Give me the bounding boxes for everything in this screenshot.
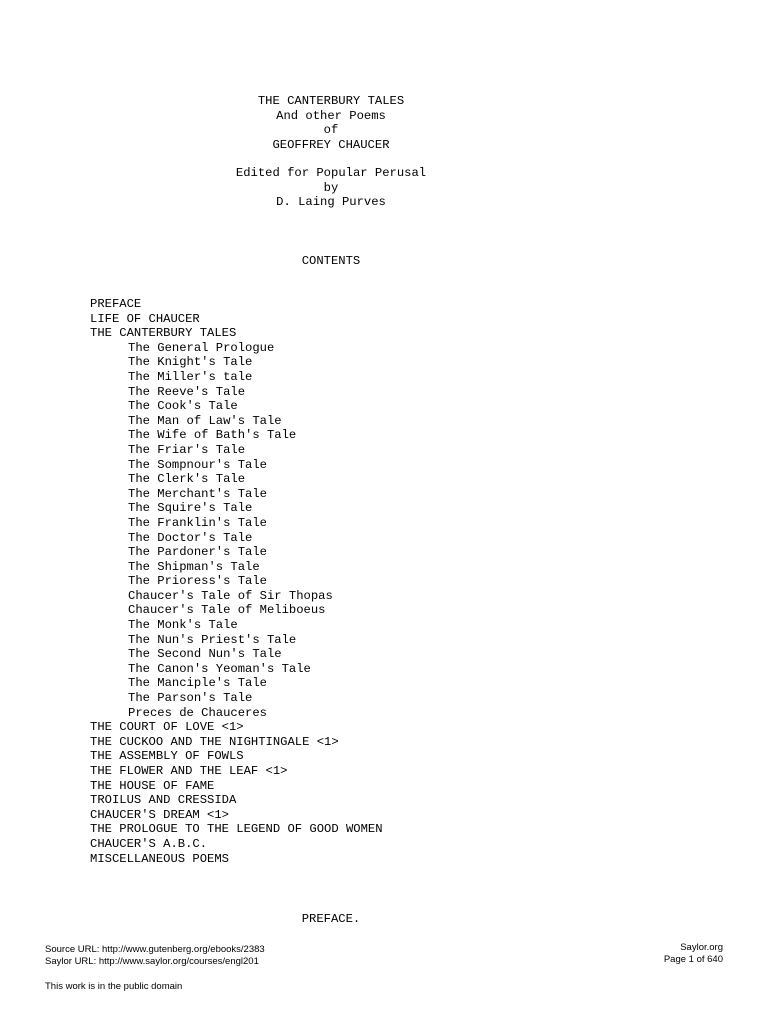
author-line: GEOFFREY CHAUCER xyxy=(272,137,390,152)
toc-subitem: The Sompnour's Tale xyxy=(128,457,267,472)
toc-subitem: The Canon's Yeoman's Tale xyxy=(128,661,311,676)
toc-item: THE COURT OF LOVE <1> xyxy=(90,720,244,735)
toc-item: LIFE OF CHAUCER xyxy=(90,311,200,326)
footer-urls xyxy=(45,944,265,968)
toc-subitem: Chaucer's Tale of Sir Thopas xyxy=(128,588,333,603)
toc-item: CHAUCER'S DREAM <1> xyxy=(90,807,229,822)
toc-subitem: The Miller's tale xyxy=(128,369,253,384)
toc-subitem: The Pardoner's Tale xyxy=(128,545,267,560)
toc-subitem: The Nun's Priest's Tale xyxy=(128,632,297,647)
editor-block xyxy=(0,166,662,210)
toc-subitem: The Parson's Tale xyxy=(128,691,253,706)
toc-subitem: The Friar's Tale xyxy=(128,442,246,457)
edited-line: Edited for Popular Perusal xyxy=(235,166,427,180)
toc-subitem: The Squire's Tale xyxy=(128,501,253,516)
subtitle-line: And other Poems xyxy=(276,108,386,123)
toc-subitem: The Prioress's Tale xyxy=(128,574,267,589)
toc-item: TROILUS AND CRESSIDA xyxy=(90,793,237,808)
title-block xyxy=(0,94,662,152)
footer-page-info xyxy=(664,942,723,966)
toc-subitem: Chaucer's Tale of Meliboeus xyxy=(128,603,326,618)
toc-item: PREFACE xyxy=(90,297,142,311)
toc-subitem: The Clerk's Tale xyxy=(128,472,246,487)
toc-item: THE HOUSE OF FAME xyxy=(90,778,215,793)
source-url-link[interactable]: Source URL: http://www.gutenberg.org/ebooks/2383 xyxy=(45,944,265,955)
toc-subitem: The Shipman's Tale xyxy=(128,559,260,574)
toc-subitem: Preces de Chauceres xyxy=(128,705,267,720)
toc-item: THE ASSEMBLY OF FOWLS xyxy=(90,749,244,764)
toc-subitem: The Monk's Tale xyxy=(128,618,238,633)
toc-subitem: The Cook's Tale xyxy=(128,399,238,414)
table-of-contents xyxy=(90,297,383,866)
toc-subitem: The Man of Law's Tale xyxy=(128,413,282,428)
toc-item: CHAUCER'S A.B.C. xyxy=(90,836,208,851)
preface-heading: PREFACE. xyxy=(301,912,361,926)
toc-item: THE PROLOGUE TO THE LEGEND OF GOOD WOMEN xyxy=(90,822,383,837)
editor-name: D. Laing Purves xyxy=(276,195,386,210)
site-name: Saylor.org xyxy=(680,942,723,953)
toc-subitem: The Second Nun's Tale xyxy=(128,647,282,662)
toc-item: THE CUCKOO AND THE NIGHTINGALE <1> xyxy=(90,734,339,749)
toc-subitem: The General Prologue xyxy=(128,340,275,355)
of-line: of xyxy=(323,123,339,138)
toc-item: THE CANTERBURY TALES xyxy=(90,326,237,341)
toc-subitem: The Wife of Bath's Tale xyxy=(128,428,297,443)
toc-subitem: The Merchant's Tale xyxy=(128,486,267,501)
toc-subitem: The Franklin's Tale xyxy=(128,515,267,530)
toc-subitem: The Reeve's Tale xyxy=(128,384,246,399)
toc-subitem: The Knight's Tale xyxy=(128,355,253,370)
toc-item: MISCELLANEOUS POEMS xyxy=(90,851,229,866)
title-line: THE CANTERBURY TALES xyxy=(257,94,405,108)
page-number: Page 1 of 640 xyxy=(663,954,723,965)
saylor-url-link[interactable]: Saylor URL: http://www.saylor.org/courses/engl201 xyxy=(45,956,259,967)
toc-item: THE FLOWER AND THE LEAF <1> xyxy=(90,764,288,778)
toc-subitem: The Manciple's Tale xyxy=(128,676,267,691)
contents-heading: CONTENTS xyxy=(301,254,361,268)
toc-subitem: The Doctor's Tale xyxy=(128,530,253,545)
by-line: by xyxy=(323,180,339,195)
license-note: This work is in the public domain xyxy=(45,981,183,992)
